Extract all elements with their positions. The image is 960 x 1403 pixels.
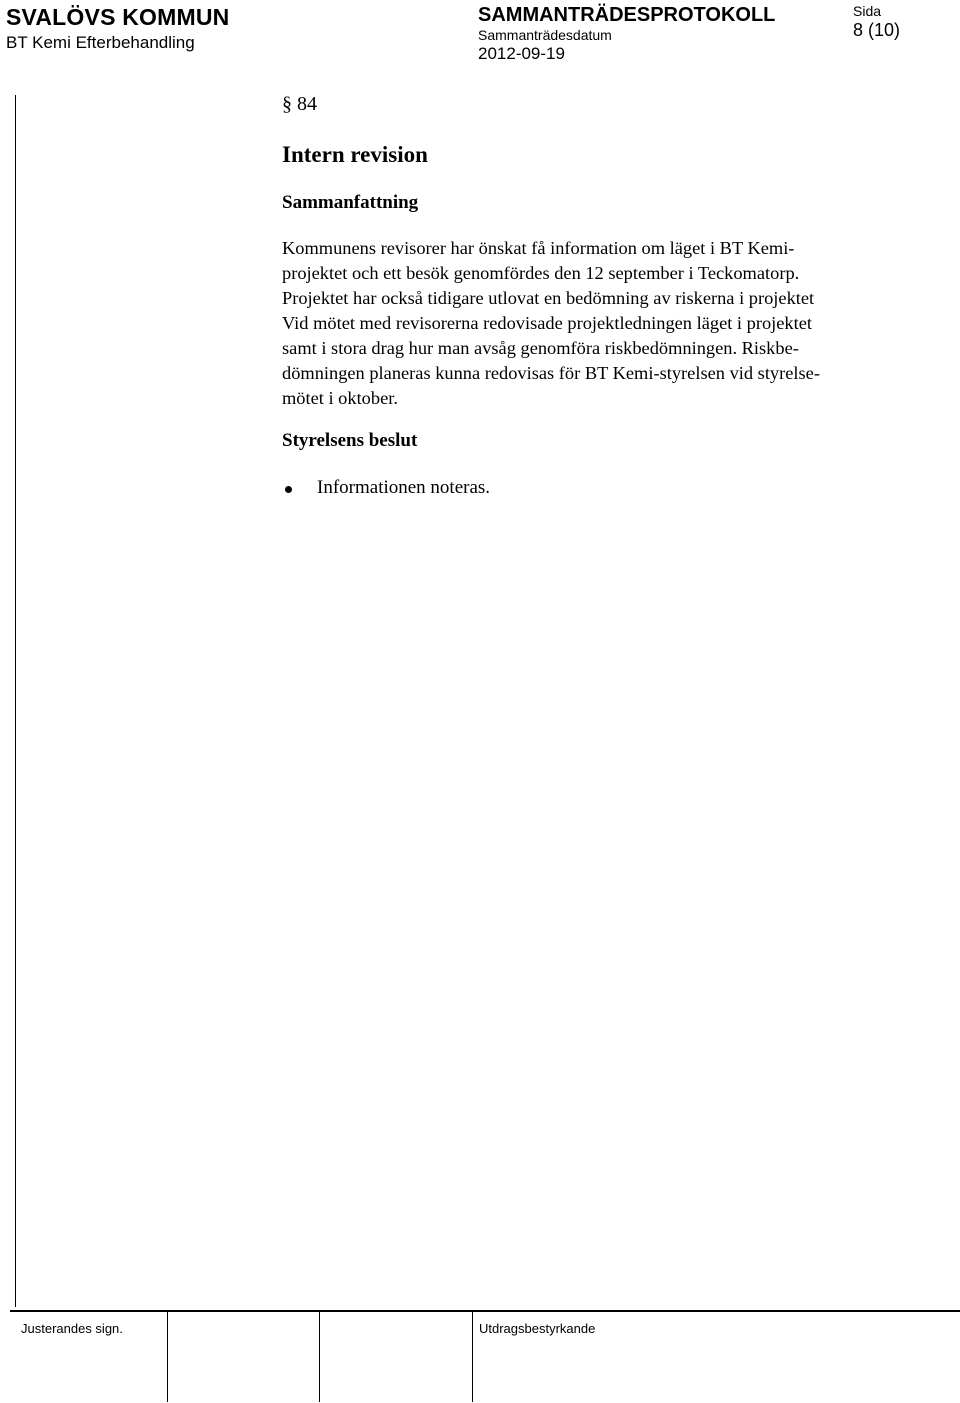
summary-line: Kommunens revisorer har önskat få information om läget i BT Kemi-	[282, 238, 795, 258]
summary-line: Vid mötet med revisorerna redovisade projektledningen läget i projektet	[282, 313, 813, 333]
signature-box-divider	[167, 1312, 168, 1402]
signature-label: Justerandes sign.	[21, 1321, 123, 1336]
extract-certification-label: Utdragsbestyrkande	[479, 1321, 596, 1336]
summary-line: mötet i oktober.	[282, 388, 398, 408]
meeting-date-label: Sammanträdesdatum	[478, 27, 612, 43]
summary-line: dömningen planeras kunna redovisas för BT Kemi-styrelsen vid styrelse-	[282, 363, 820, 383]
document-title: SAMMANTRÄDESPROTOKOLL	[478, 4, 776, 26]
decision-heading: Styrelsens beslut	[282, 430, 418, 451]
summary-paragraph	[282, 236, 918, 411]
organization-unit: BT Kemi Efterbehandling	[6, 33, 195, 52]
left-margin-line	[15, 95, 16, 1307]
page-number: 8 (10)	[853, 20, 901, 40]
section-number: § 84	[282, 93, 317, 115]
section-heading: Intern revision	[282, 142, 428, 167]
organization-name: SVALÖVS KOMMUN	[6, 4, 230, 30]
meeting-date-value: 2012-09-19	[478, 44, 565, 63]
summary-line: samt i stora drag hur man avsåg genomföra riskbedömningen. Riskbe-	[282, 338, 799, 358]
signature-box-divider	[319, 1312, 320, 1402]
signature-box-divider	[472, 1312, 473, 1402]
decision-item: Informationen noteras.	[317, 477, 491, 498]
summary-line: Projektet har också tidigare utlovat en bedömning av riskerna i projektet	[282, 288, 815, 308]
footer-rule	[10, 1310, 960, 1312]
summary-line: projektet och ett besök genomfördes den 12 september i Teckomatorp.	[282, 263, 800, 283]
bullet-icon	[285, 486, 292, 493]
page-label: Sida	[853, 3, 882, 19]
summary-heading: Sammanfattning	[282, 192, 419, 213]
